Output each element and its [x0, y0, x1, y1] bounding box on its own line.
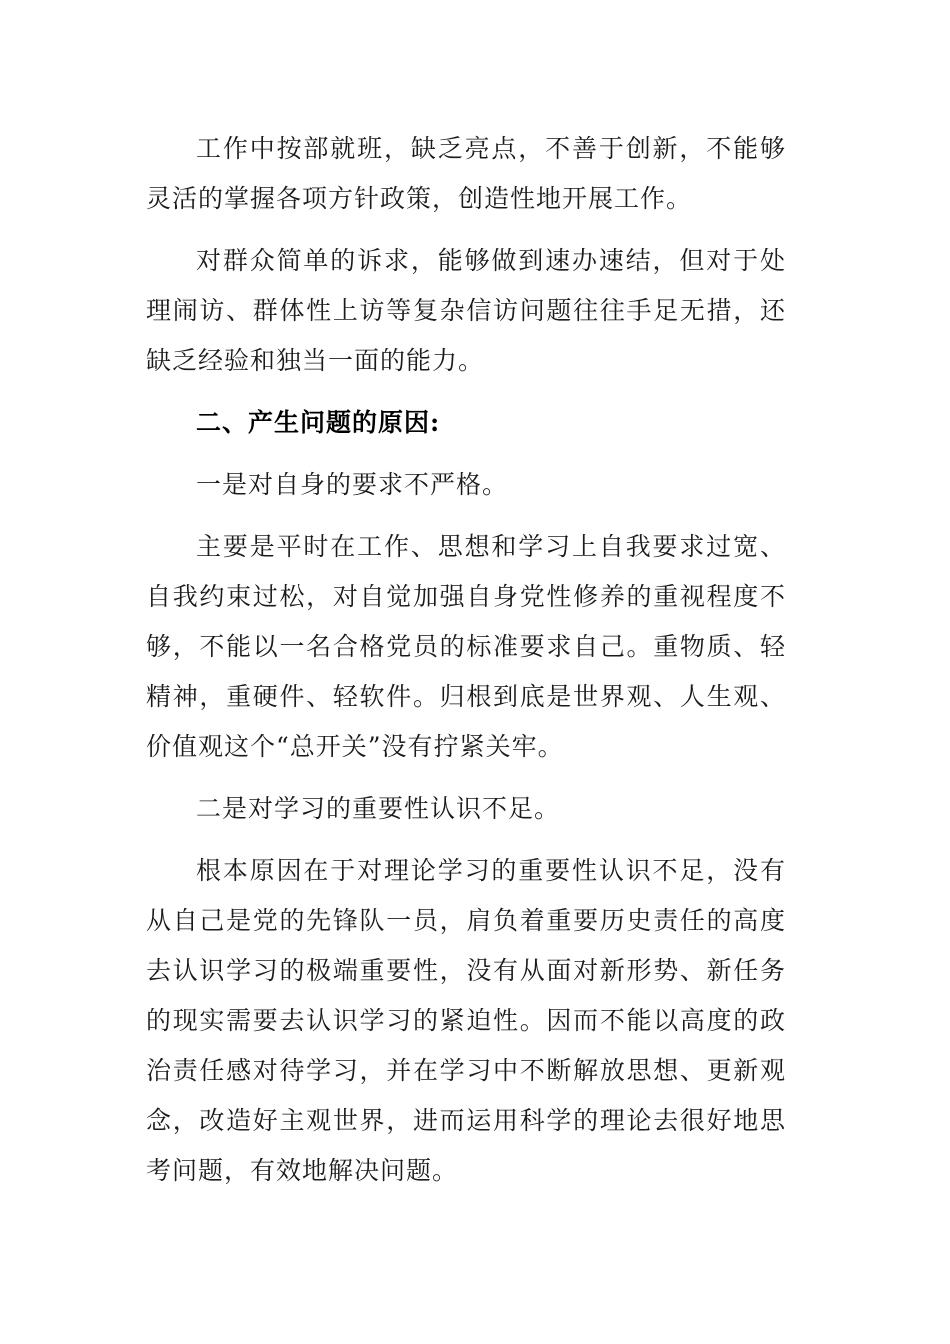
paragraph-cause-one-title: 一是对自身的要求不严格。 [196, 470, 509, 499]
paragraph-petition-handling: 对群众简单的诉求，能够做到速办速结，但对于处理闹访、群体性上访等复杂信访问题往往手足无措，还缺乏经验和独当一面的能力。 [146, 246, 786, 375]
paragraph-work-style: 工作中按部就班，缺乏亮点，不善于创新，不能够灵活的掌握各项方针政策，创造性地开展工作。 [146, 134, 786, 213]
paragraph-cause-one-detail: 主要是平时在工作、思想和学习上自我要求过宽、自我约束过松，对自觉加强自身党性修养的重视程度不够，不能以一名合格党员的标准要求自己。重物质、轻精神，重硬件、轻软件。归根到底是世界观、人生观、价值观这个“总开关”没有拧紧关牢。 [146, 532, 786, 761]
section-heading-causes: 二、产生问题的原因: [196, 408, 441, 437]
document-body [146, 124, 786, 1208]
paragraph-cause-two-detail: 根本原因在于对理论学习的重要性认识不足，没有从自己是党的先锋队一员，肩负着重要历史责任的高度去认识学习的极端重要性，没有从面对新形势、新任务的现实需要去认识学习的紧迫性。因而不能以高度的政治责任感对待学习，并在学习中不断解放思想、更新观念，改造好主观世界，进而运用科学的理论去很好地思考问题，有效地解决问题。 [146, 856, 786, 1185]
paragraph-cause-two-title: 二是对学习的重要性认识不足。 [196, 794, 561, 823]
